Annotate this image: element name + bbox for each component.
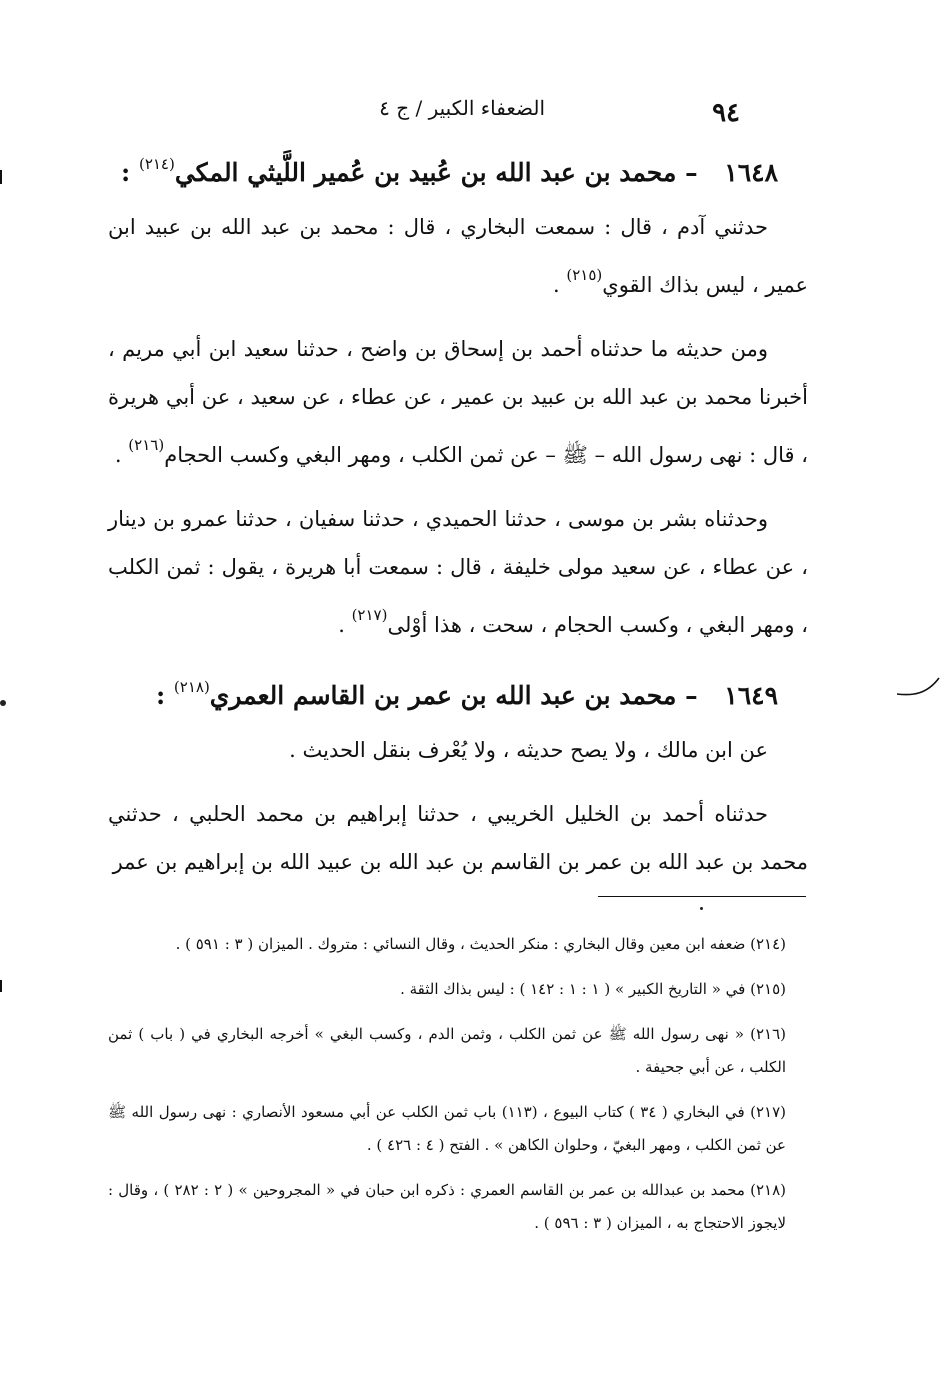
footnote-216: (٢١٦) « نهى رسول الله ﷺ عن ثمن الكلب ، وثمن الدم ، وكسب البغي » أخرجه البخاري في ( باب ) ثمن الكلب ، عن أبي جحيفة . [108, 1025, 786, 1076]
footnote-ref: (٢١٧) [351, 606, 388, 624]
paragraph-end: . [553, 273, 560, 297]
entry-number: ١٦٤٨ [724, 158, 778, 187]
scan-dot [0, 700, 6, 706]
running-title: الضعفاء الكبير / ج ٤ [379, 96, 545, 120]
page-number: ٩٤ [712, 98, 740, 128]
margin-tick [0, 980, 2, 992]
footnote-ref: (٢١٥) [566, 266, 603, 284]
paragraph-3 [108, 495, 808, 649]
entry-heading-1648 [108, 142, 808, 195]
entry-name: محمد بن عبد الله بن عمر بن القاسم العمري [209, 681, 677, 710]
scan-dot [700, 907, 703, 910]
paragraph-5: حدثناه أحمد بن الخليل الخريبي ، حدثنا إبراهيم بن محمد الحلبي ، حدثني محمد بن عبد الله بن عمر بن القاسم بن عبد الله بن عبيد الله بن إبراهيم بن عمر [108, 802, 808, 874]
paragraph-text: وحدثناه بشر بن موسى ، حدثنا الحميدي ، حدثنا سفيان ، حدثنا عمرو بن دينار ، عن عطاء ، عن سعيد مولى خليفة ، قال : سمعت أبا هريرة ، يقول : ثمن الكلب ، ومهر البغي ، وكسب الحجام ، سحت ، هذا أوْلى [108, 507, 808, 637]
footnote-217: (٢١٧) في البخاري ( ٣٤ ) كتاب البيوع ، (١١٣) باب ثمن الكلب عن أبي مسعود الأنصاري : نهى رسول الله ﷺ عن ثمن الكلب ، ومهر البغيّ ، وحلوان الكاهن » . الفتح ( ٤ : ٤٢٦ ) . [108, 1103, 787, 1154]
paragraph-end: . [338, 613, 345, 637]
footnote-218: (٢١٨) محمد بن عبدالله بن عمر بن القاسم العمري : ذكره ابن حبان في « المجروحين » ( ٢ : ٢٨٢ ) ، وقال : لايجوز الاحتجاج به ، الميزان ( ٣ : ٥٩٦ ) . [108, 1181, 786, 1232]
dash: – [685, 158, 698, 187]
paragraph-text: حدثني آدم ، قال : سمعت البخاري ، قال : محمد بن عبد الله بن عبيد ابن عمير ، ليس بذاك القوي [108, 215, 808, 297]
entry-colon: : [155, 681, 166, 710]
footnote-ref: (٢١٤) [138, 155, 175, 173]
paragraph-2 [108, 325, 808, 479]
entry-name: محمد بن عبد الله بن عُبيد بن عُمير اللَّيثي المكي [174, 158, 677, 187]
main-text [108, 142, 808, 902]
paragraph-text: ومن حديثه ما حدثناه أحمد بن إسحاق بن واضح ، حدثنا سعيد ابن أبي مريم ، أخبرنا محمد بن عبد الله بن عبيد بن عمير ، عن عطاء ، عن سعيد ، عن أبي هريرة ، قال : نهى رسول الله – ﷺ – عن ثمن الكلب ، ومهر البغي وكسب الحجام [108, 337, 808, 467]
footnote-214: (٢١٤) ضعفه ابن معين وقال البخاري : منكر الحديث ، وقال النسائي : متروك . الميزان ( ٣ : ٥٩١ ) . [175, 935, 786, 953]
page-header [110, 96, 810, 132]
footnotes [108, 928, 808, 1252]
dash: – [685, 681, 698, 710]
margin-bracket-mark [895, 672, 945, 702]
paragraph-4: عن ابن مالك ، ولا يصح حديثه ، ولا يُعْرف بنقل الحديث . [289, 738, 768, 762]
paragraph-end: . [114, 443, 122, 467]
footnote-215: (٢١٥) في « التاريخ الكبير » ( ١ : ١ : ١٤٢ ) : ليس بذاك الثقة . [400, 980, 786, 998]
footnote-separator [598, 896, 806, 897]
entry-number: ١٦٤٩ [724, 681, 778, 710]
footnote-ref: (٢١٦) [128, 436, 165, 454]
margin-tick [0, 170, 2, 184]
entry-colon: : [121, 158, 131, 187]
footnote-ref: (٢١٨) [173, 678, 210, 696]
entry-heading-1649 [108, 665, 808, 718]
paragraph-1 [108, 203, 808, 309]
